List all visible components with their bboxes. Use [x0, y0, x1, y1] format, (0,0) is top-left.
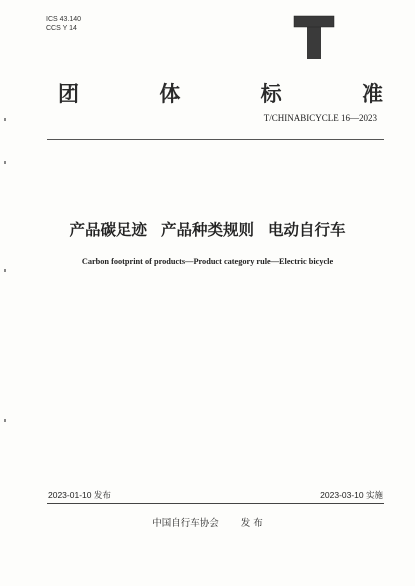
publisher-line: [0, 515, 415, 529]
scan-mark: [4, 161, 6, 164]
title-part: 产品碳足迹: [69, 221, 147, 239]
chinese-title: [0, 218, 415, 240]
top-divider: [47, 139, 384, 140]
english-title: Carbon footprint of products—Product category rule—Electric bicycle: [81, 257, 334, 266]
standard-type-char: 准: [361, 82, 383, 106]
implementation-date: 2023-03-10 实施: [320, 490, 383, 500]
standard-type-heading: [58, 78, 383, 108]
standard-type-char: 体: [159, 82, 181, 106]
standard-type-char: 团: [58, 82, 79, 106]
scan-mark: [4, 269, 6, 272]
ics-code: ICS 43.140: [46, 16, 82, 23]
title-part: 电动自行车: [268, 221, 346, 239]
standard-type-char: 标: [260, 82, 282, 106]
classification-codes: [46, 15, 81, 33]
title-part: 产品种类规则: [160, 221, 254, 239]
publisher-name: 中国自行车协会: [152, 518, 219, 529]
publisher-action: 发 布: [240, 518, 263, 529]
bottom-divider: [47, 503, 384, 504]
ccs-code: CCS Y 14: [46, 25, 77, 32]
scan-mark: [4, 118, 6, 121]
scan-mark: [4, 419, 6, 422]
standard-number: T/CHINABICYCLE 16—2023: [263, 113, 377, 123]
issue-date: 2023-01-10 发布: [48, 490, 111, 500]
t-standard-logo-icon: [293, 14, 335, 60]
